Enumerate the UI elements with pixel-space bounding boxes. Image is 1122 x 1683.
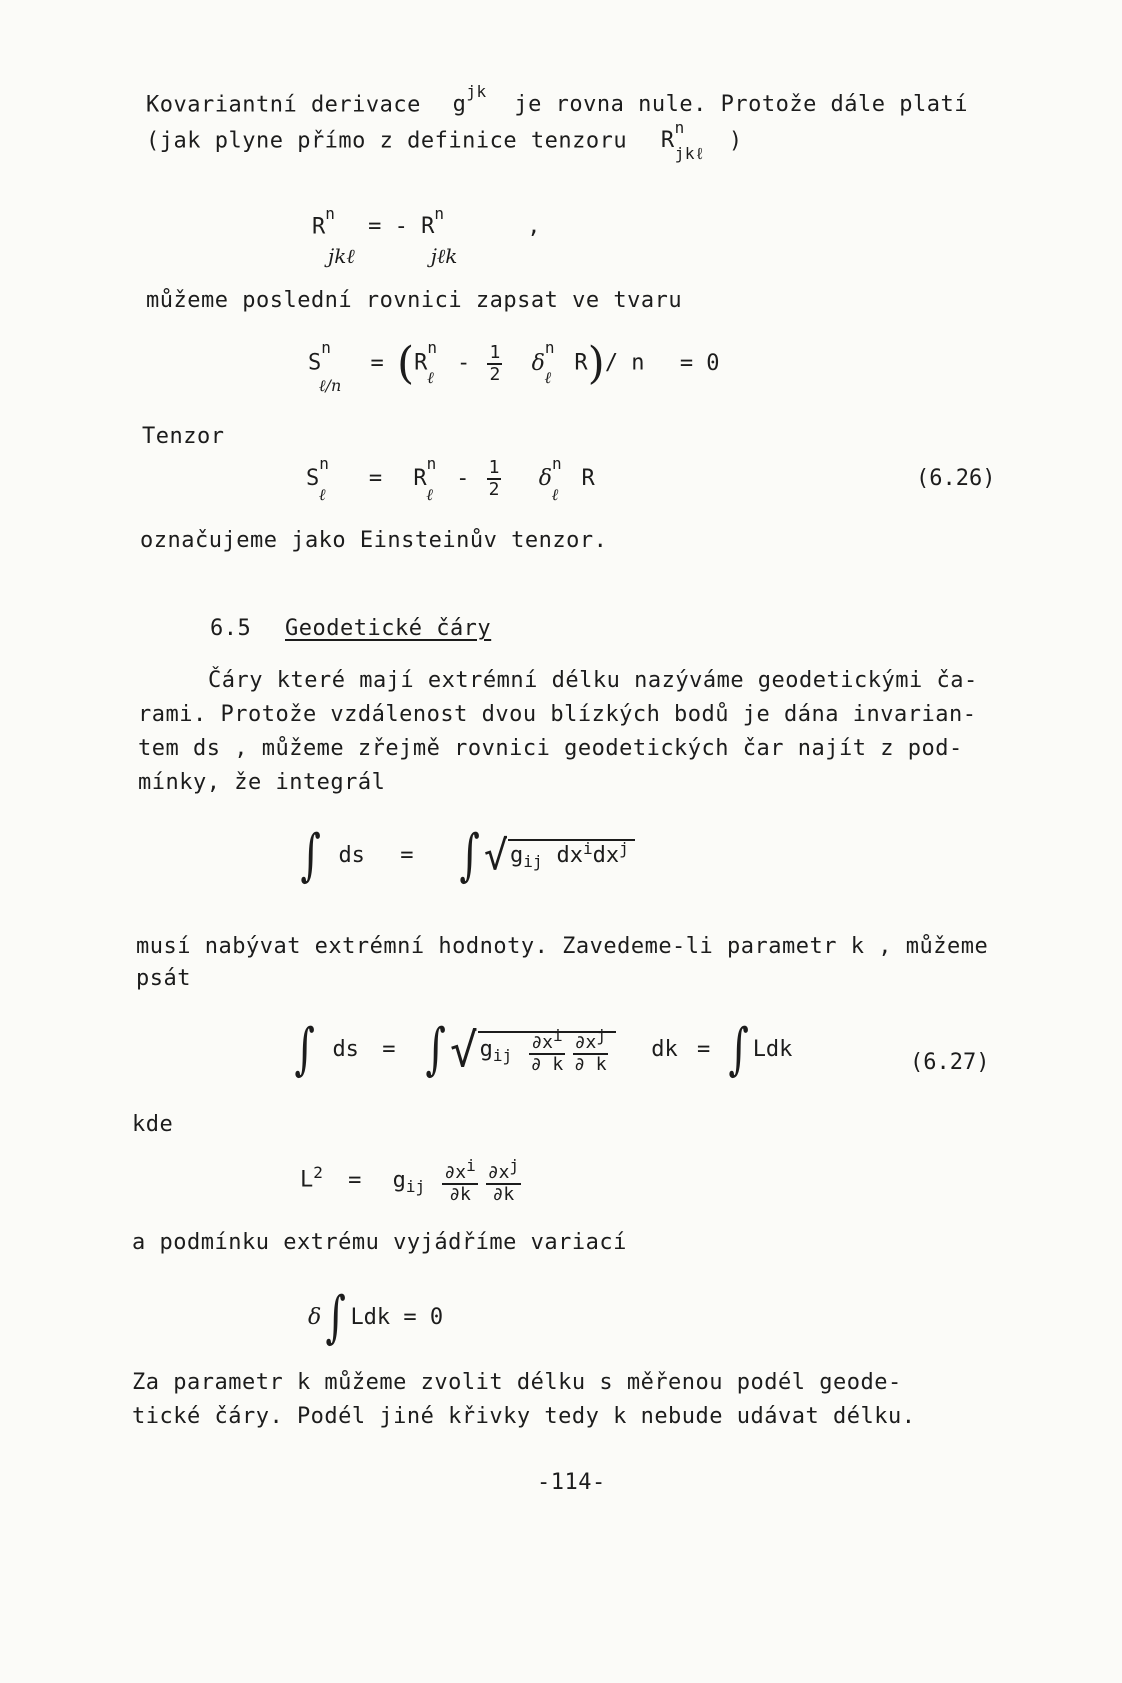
paragraph-line: mínky, že integrál: [138, 770, 386, 795]
paragraph-line: Tenzor: [142, 424, 225, 449]
paragraph-line: kde: [132, 1112, 174, 1137]
paragraph-line: můžeme poslední rovnici zapsat ve tvaru: [146, 288, 683, 313]
paragraph-line: tem ds , můžeme zřejmě rovnici geodetických čar najít z pod-: [138, 736, 963, 761]
paragraph-line: [146, 118, 743, 163]
equation-antisymmetry-indices: jkℓ jℓk: [328, 244, 458, 268]
equation-number: (6.26): [916, 466, 996, 491]
section-number: 6.5: [210, 616, 252, 641]
paragraph-line: tické čáry. Podél jiné křivky tedy k nebude udávat délku.: [132, 1404, 916, 1429]
equation-lagrangian-squared: $L^2 = g_{ij}$ $\frac{\partial xi}{\partial k}$ $\frac{\partial xj}{\partial k}$: [300, 1156, 520, 1205]
paragraph-line: rami. Protože vzdálenost dvou blízkých bodů je dána invarian-: [138, 702, 977, 727]
paragraph-line: Čáry které mají extrémní délku nazýváme geodetickými ča-: [208, 668, 978, 693]
metric-symbol: $g^{jk}$: [452, 82, 487, 118]
equation-arc-length: ∫ ds = ∫ $√g_{ij}$ $dx^idx^j$: [296, 828, 635, 884]
paragraph-line: musí nabývat extrémní hodnoty. Zavedeme-li parametr k , můžeme: [136, 934, 989, 959]
riemann-tensor-symbol: $R^n_{jk\ell}$: [660, 118, 706, 163]
page-number: -114-: [537, 1470, 606, 1495]
paragraph-line: [146, 82, 969, 118]
equation-lagrangian-integral: ∫ ds = $\int√g_{ij}$ $\frac{\partial xi}{\partial k}$ $\frac{\partial xj}{\partial k}$ dk = ∫ Ldk: [294, 1017, 793, 1082]
text-fragment: (jak plyne přímo z definice tenzoru: [146, 128, 628, 154]
text-fragment: je rovna nule. Protože dále platí: [514, 92, 969, 118]
paragraph-line: označujeme jako Einsteinův tenzor.: [140, 528, 608, 553]
equation-divergence: $S^n_{\ell/n} = (R^n_\ell$ - $\frac{1}{2}$ $\delta^n_\ell$ R)/ n = 0: [308, 338, 720, 395]
text-fragment: ): [728, 128, 743, 154]
paragraph-line: Za parametr k můžeme zvolit délku s měřenou podél geode-: [132, 1370, 902, 1395]
equation-number: (6.27): [910, 1050, 990, 1075]
section-heading: [210, 616, 491, 641]
equation-antisymmetry: $R^n$ = - $R^n$ ,: [312, 204, 541, 240]
equation-einstein-tensor: $S^n_\ell = R^n_\ell$ - $\frac{1}{2}$ $\delta^n_\ell$ R: [306, 453, 595, 505]
section-title: Geodetické čáry: [285, 616, 492, 641]
paragraph-line: psát: [136, 966, 191, 991]
paragraph-line: a podmínku extrému vyjádříme variací: [132, 1230, 627, 1255]
text-fragment: Kovariantní derivace: [146, 92, 421, 118]
equation-variation: δ∫ Ldk = 0: [308, 1285, 444, 1350]
